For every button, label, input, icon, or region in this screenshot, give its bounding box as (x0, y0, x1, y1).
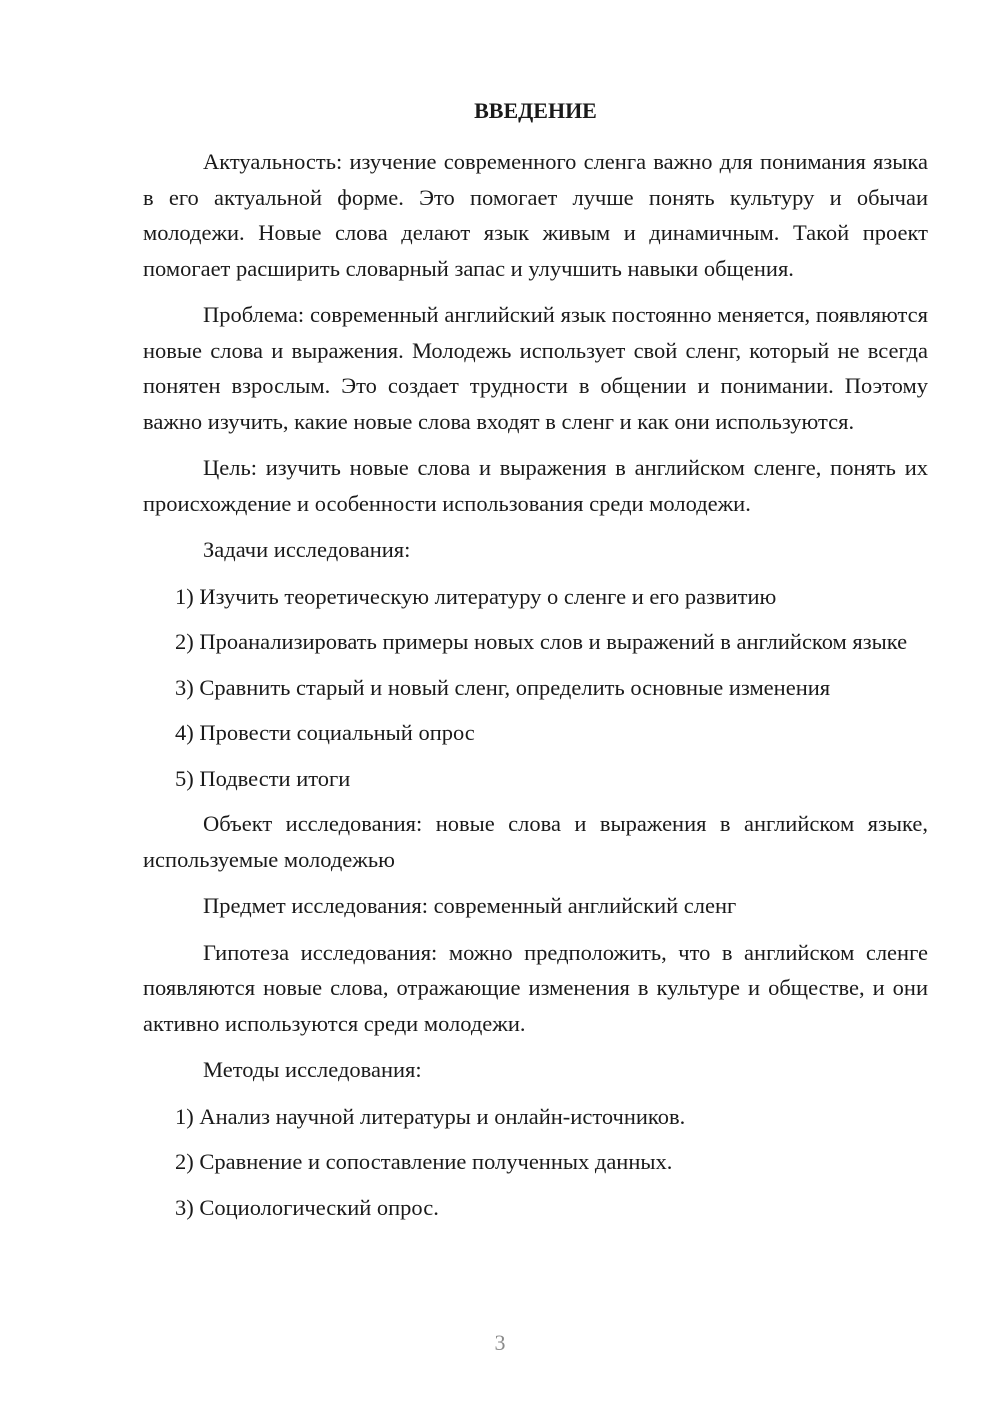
method-item: 2) Сравнение и сопоставление полученных данных. (175, 1149, 673, 1174)
methods-heading: Методы исследования: (203, 1057, 422, 1082)
hypothesis-paragraph: Гипотеза исследования: можно предположить, что в английском сленге появляются новые слова, отражающие изменения в культуре и обществе, и они активно используются среди молодежи. (143, 939, 928, 1036)
task-item: 5) Подвести итоги (175, 765, 351, 791)
relevance-paragraph: Актуальность: изучение современного сленга важно для понимания языка в его актуальной форме. Это помогает лучше понять культуру и обычаи молодежи. Новые слова делают язык живым и динамичным. Такой проект помогает расширить словарный запас и улучшить навыки общения. (143, 149, 928, 281)
task-item: 2) Проанализировать примеры новых слов и выражений в английском языке (175, 629, 908, 654)
method-item: 1) Анализ научной литературы и онлайн-источников. (175, 1103, 686, 1129)
object-paragraph: Объект исследования: новые слова и выражения в английском языке, используемые молодежью (143, 811, 928, 872)
tasks-heading: Задачи исследования: (203, 537, 411, 562)
task-item: 4) Провести социальный опрос (175, 720, 475, 745)
goal-paragraph: Цель: изучить новые слова и выражения в английском сленге, понять их происхождение и особенности использования среди молодежи. (143, 455, 928, 516)
subject-paragraph: Предмет исследования: современный английский сленг (203, 893, 737, 918)
page-title: ВВЕДЕНИЕ (474, 98, 597, 123)
task-item: 1) Изучить теоретическую литературу о сленге и его развитию (175, 583, 777, 609)
page-number: 3 (494, 1330, 506, 1355)
problem-paragraph: Проблема: современный английский язык постоянно меняется, появляются новые слова и выражения. Молодежь использует свой сленг, который не всегда понятен взрослым. Это создает трудности в общении и понимании. Поэтому важно изучить, какие новые слова входят в сленг и как они используются. (143, 302, 928, 434)
task-item: 3) Сравнить старый и новый сленг, определить основные изменения (175, 674, 831, 700)
method-item: 3) Социологический опрос. (175, 1194, 439, 1220)
page-content (143, 93, 928, 1235)
